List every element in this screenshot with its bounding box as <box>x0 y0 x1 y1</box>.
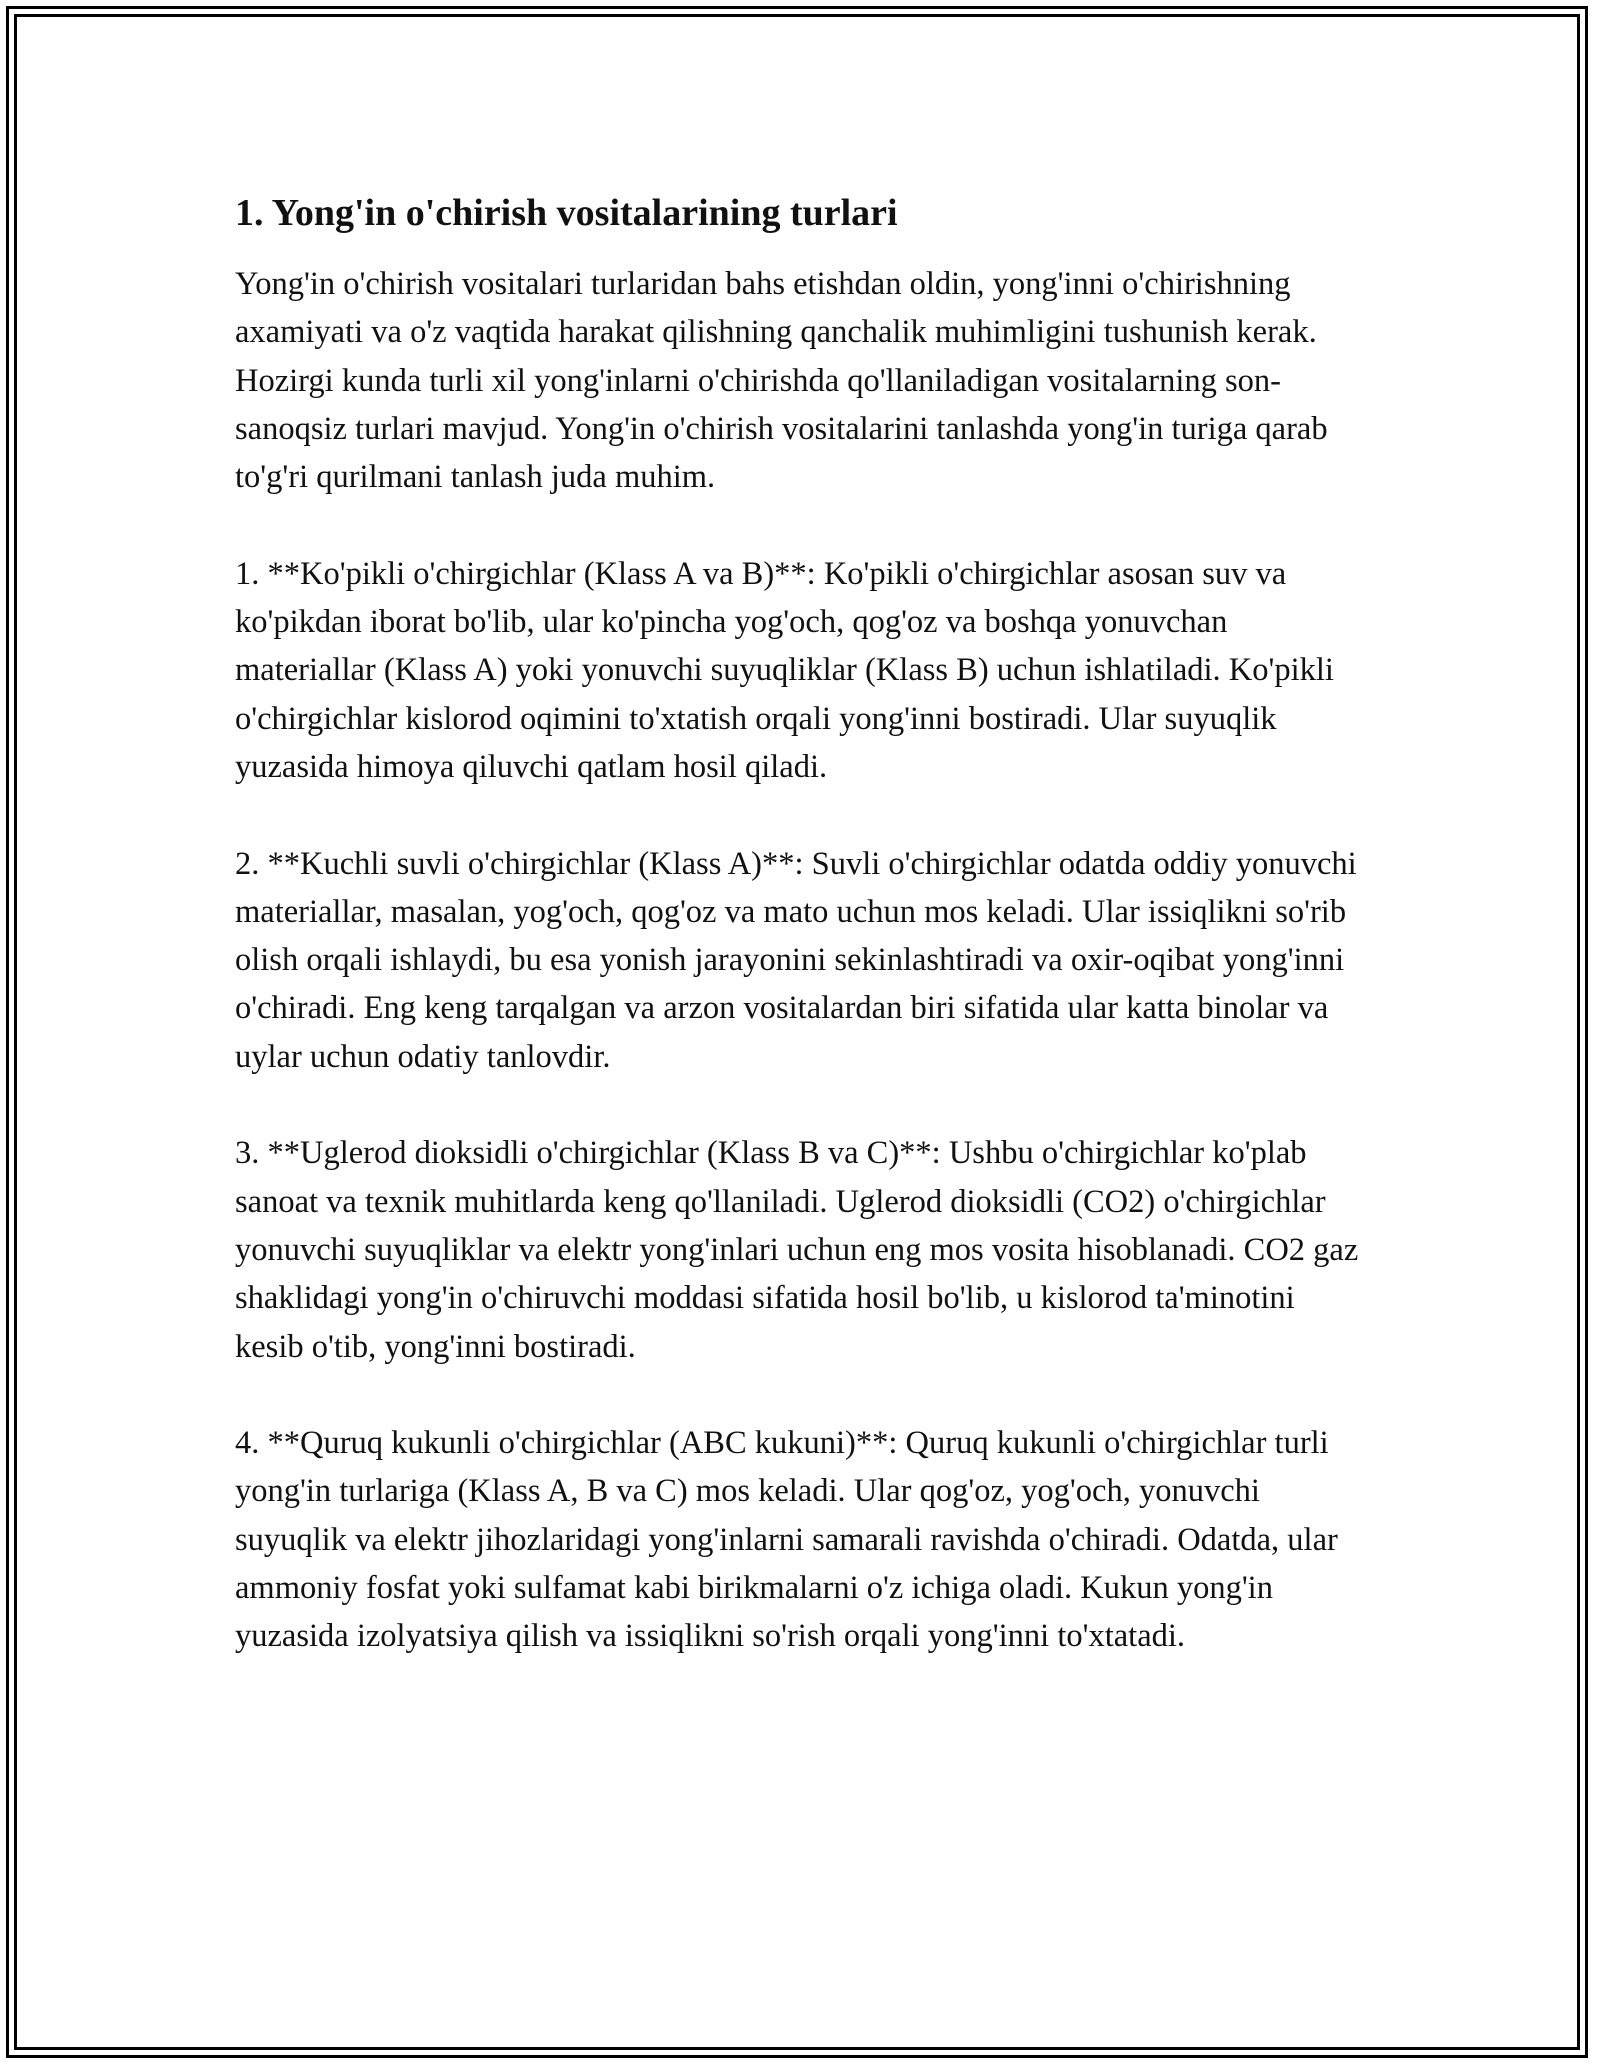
list-item-water-extinguishers: 2. **Kuchli suvli o'chirgichlar (Klass A)**: Suvli o'chirgichlar odatda oddiy yonuvchi materiallar, masalan, yog'och, qog'oz va mato uchun mos keladi. Ular issiqlikni so'rib olish orqali ishlaydi, bu esa yonish jarayonini sekinlashtiradi va oxir-oqibat yong'inni o'chiradi. Eng keng tarqalgan va arzon vositalardan biri sifatida ular katta binolar va uylar uchun odatiy tanlovdir. <box>235 845 1357 1075</box>
list-item-foam-extinguishers: 1. **Ko'pikli o'chirgichlar (Klass A va B)**: Ko'pikli o'chirgichlar asosan suv va ko'pikdan iborat bo'lib, ular ko'pincha yog'och, qog'oz va boshqa yonuvchan materiallar (Klass A) yoki yonuvchi suyuqliklar (Klass B) uchun ishlatiladi. Ko'pikli o'chirgichlar kislorod oqimini to'xtatish orqali yong'inni bostiradi. Ular suyuqlik yuzasida himoya qiluvchi qatlam hosil qiladi. <box>235 555 1334 785</box>
intro-paragraph: Yong'in o'chirish vositalari turlaridan bahs etishdan oldin, yong'inni o'chirishning axamiyati va o'z vaqtida harakat qilishning qanchalik muhimligini tushunish kerak. Hozirgi kunda turli xil yong'inlarni o'chirishda qo'llaniladigan vositalarning son-sanoqsiz turlari mavjud. Yong'in o'chirish vositalarini tanlashda yong'in turiga qarab to'g'ri qurilmani tanlash juda muhim. <box>235 266 1328 496</box>
document-body <box>235 188 1365 1709</box>
list-item-co2-extinguishers: 3. **Uglerod dioksidli o'chirgichlar (Klass B va C)**: Ushbu o'chirgichlar ko'plab sanoat va texnik muhitlarda keng qo'llaniladi. Uglerod dioksidli (CO2) o'chirgichlar yonuvchi suyuqliklar va elektr yong'inlari uchun eng mos vosita hisoblanadi. CO2 gaz shaklidagi yong'in o'chiruvchi moddasi sifatida hosil bo'lib, u kislorod ta'minotini kesib o'tib, yong'inni bostiradi. <box>235 1135 1359 1365</box>
section-heading: 1. Yong'in o'chirish vositalarining turlari <box>235 192 898 234</box>
list-item-dry-powder-extinguishers: 4. **Quruq kukunli o'chirgichlar (ABC kukuni)**: Quruq kukunli o'chirgichlar turli yong'in turlariga (Klass A, B va C) mos keladi. Ular qog'oz, yog'och, yonuvchi suyuqlik va elektr jihozlaridagi yong'inlarni samarali ravishda o'chiradi. Odatda, ular ammoniy fosfat yoki sulfamat kabi birikmalarni o'z ichiga oladi. Kukun yong'in yuzasida izolyatsiya qilish va issiqlikni so'rish orqali yong'inni to'xtatadi. <box>235 1425 1338 1655</box>
